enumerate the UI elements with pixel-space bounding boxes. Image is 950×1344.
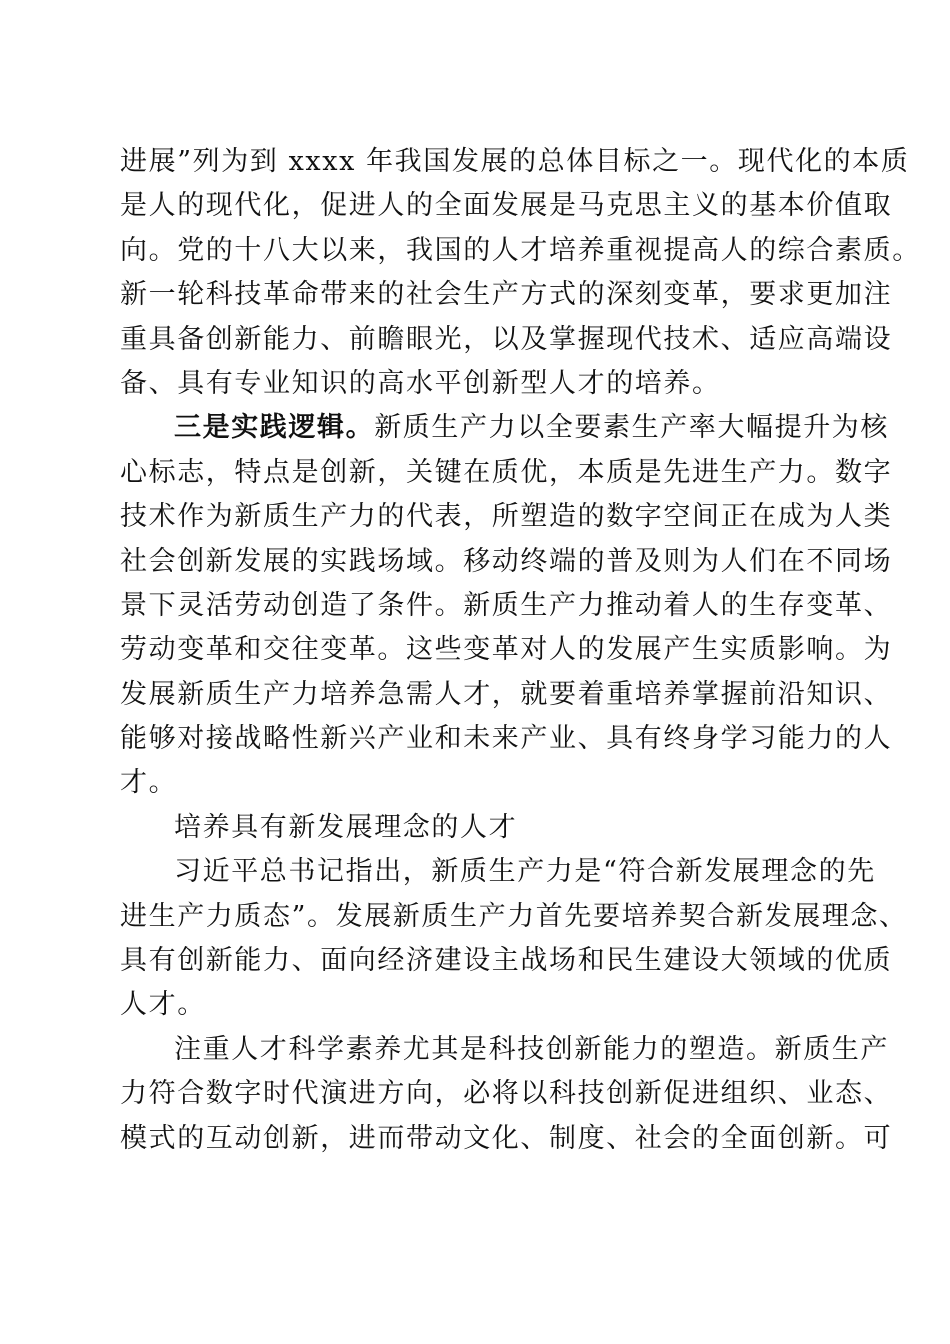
- text-line: 具有创新能力、面向经济建设主战场和民生建设大领域的优质: [120, 945, 893, 977]
- paragraph-lead: 三是实践逻辑。: [174, 412, 375, 444]
- text-line: 人才。: [120, 989, 206, 1021]
- text-line: 力符合数字时代演进方向，必将以科技创新促进组织、业态、: [120, 1078, 893, 1110]
- paragraph-2: [120, 406, 893, 806]
- paragraph-4: [120, 1028, 893, 1161]
- text-line: 重具备创新能力、前瞻眼光，以及掌握现代技术、适应高端设: [120, 323, 893, 355]
- text-line: 进展”列为到 xxxx 年我国发展的总体目标之一。现代化的本质: [120, 146, 910, 177]
- text-line: 心标志，特点是创新，关键在质优，本质是先进生产力。数字: [120, 456, 893, 488]
- text-line: 发展新质生产力培养急需人才，就要着重培养掌握前沿知识、: [120, 678, 893, 710]
- text-line: 是人的现代化，促进人的全面发展是马克思主义的基本价值取: [120, 190, 893, 222]
- text-line: 备、具有专业知识的高水平创新型人才的培养。: [120, 367, 721, 399]
- text-line: 新一轮科技革命带来的社会生产方式的深刻变革，要求更加注: [120, 279, 893, 311]
- text-line: 模式的互动创新，进而带动文化、制度、社会的全面创新。可: [120, 1122, 893, 1154]
- text-line: 向。党的十八大以来，我国的人才培养重视提高人的综合素质。: [120, 234, 921, 266]
- section-heading: 培养具有新发展理念的人才: [174, 811, 518, 843]
- paragraph-1: [120, 140, 921, 406]
- text-line: 劳动变革和交往变革。这些变革对人的发展产生实质影响。为: [120, 634, 893, 666]
- text-line: [120, 406, 890, 450]
- text-line: 注重人才科学素养尤其是科技创新能力的塑造。新质生产: [174, 1033, 889, 1065]
- text-line: 技术作为新质生产力的代表，所塑造的数字空间正在成为人类: [120, 501, 893, 533]
- text-line: 社会创新发展的实践场域。移动终端的普及则为人们在不同场: [120, 545, 893, 577]
- text-line: 习近平总书记指出，新质生产力是“符合新发展理念的先: [174, 856, 876, 888]
- text-line: 进生产力质态”。发展新质生产力首先要培养契合新发展理念、: [120, 900, 908, 932]
- document-body: [120, 140, 921, 1161]
- text-line: 景下灵活劳动创造了条件。新质生产力推动着人的生存变革、: [120, 589, 893, 621]
- paragraph-3: [120, 850, 908, 1028]
- paragraph-lead-rest: 新质生产力以全要素生产率大幅提升为核: [374, 412, 890, 444]
- text-line: 才。: [120, 767, 178, 799]
- text-line: 能够对接战略性新兴产业和未来产业、具有终身学习能力的人: [120, 723, 893, 755]
